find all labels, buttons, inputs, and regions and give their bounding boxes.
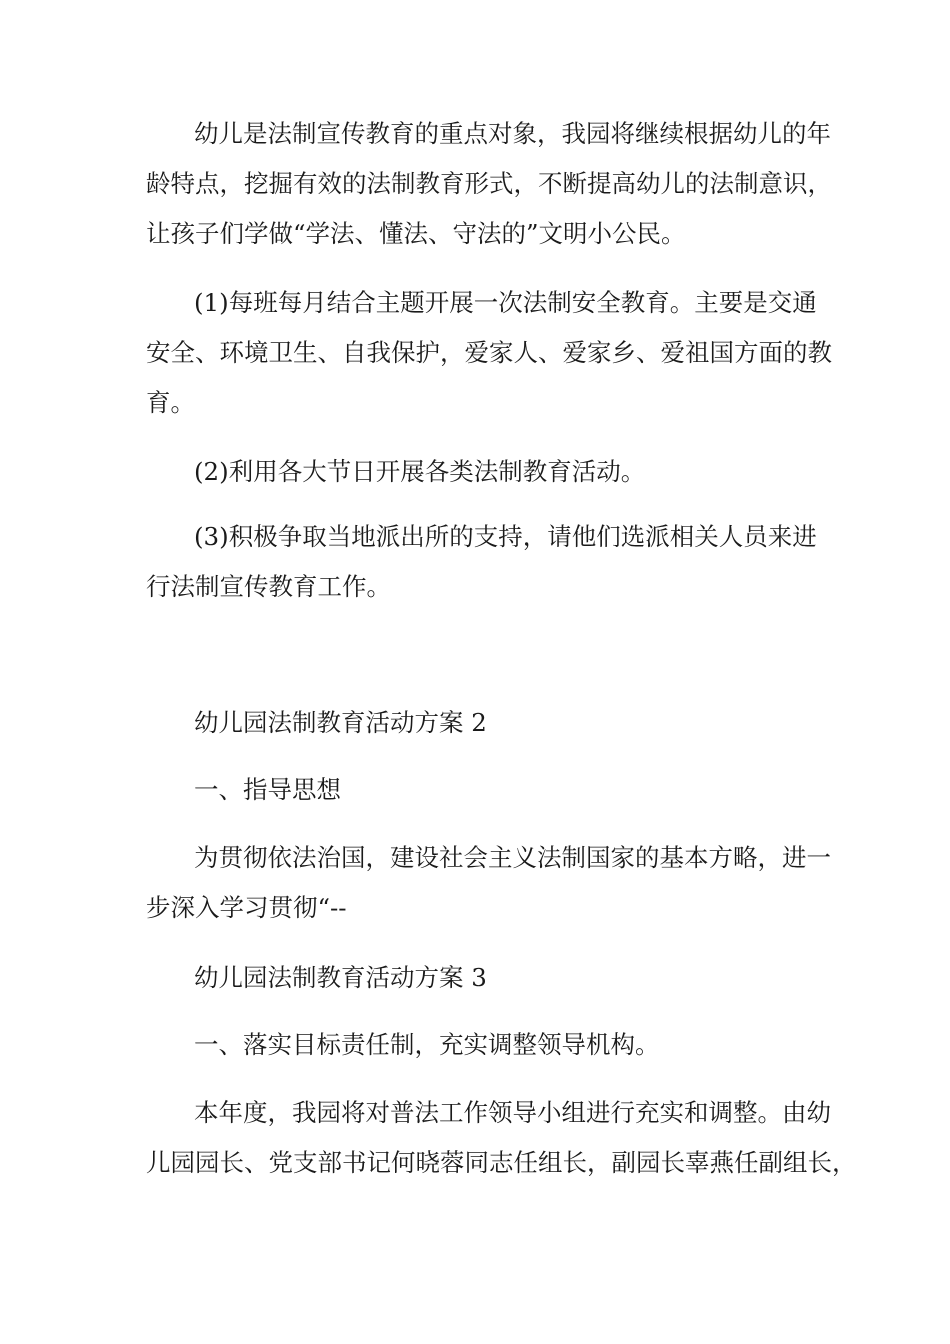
paragraph-line: (1)每班每月结合主题开展一次法制安全教育。主要是交通 bbox=[194, 288, 817, 317]
paragraph-line: 安全、环境卫生、自我保护，爱家人、爱家乡、爱祖国方面的教 bbox=[146, 338, 832, 367]
paragraph-line: 为贯彻依法治国，建设社会主义法制国家的基本方略，进一 bbox=[194, 843, 831, 872]
section-heading: 一、指导思想 bbox=[194, 775, 341, 804]
paragraph-line: 步深入学习贯彻“-- bbox=[146, 893, 347, 922]
paragraph-line: 让孩子们学做“学法、懂法、守法的”文明小公民。 bbox=[146, 219, 686, 248]
section-heading: 一、落实目标责任制，充实调整领导机构。 bbox=[194, 1030, 660, 1059]
paragraph-line: 本年度，我园将对普法工作领导小组进行充实和调整。由幼 bbox=[194, 1098, 831, 1127]
paragraph-line: 幼儿是法制宣传教育的重点对象，我园将继续根据幼儿的年 bbox=[194, 119, 831, 148]
paragraph-line: (2)利用各大节日开展各类法制教育活动。 bbox=[194, 457, 646, 486]
section-title: 幼儿园法制教育活动方案 2 bbox=[194, 708, 487, 737]
paragraph-line: 龄特点，挖掘有效的法制教育形式，不断提高幼儿的法制意识， bbox=[146, 169, 832, 198]
paragraph-line: 儿园园长、党支部书记何晓蓉同志任组长，副园长辜燕任副组长， bbox=[146, 1148, 857, 1177]
section-title: 幼儿园法制教育活动方案 3 bbox=[194, 963, 487, 992]
paragraph-line: (3)积极争取当地派出所的支持，请他们选派相关人员来进 bbox=[194, 522, 817, 551]
paragraph-line: 行法制宣传教育工作。 bbox=[146, 572, 391, 601]
paragraph-line: 育。 bbox=[146, 388, 195, 417]
